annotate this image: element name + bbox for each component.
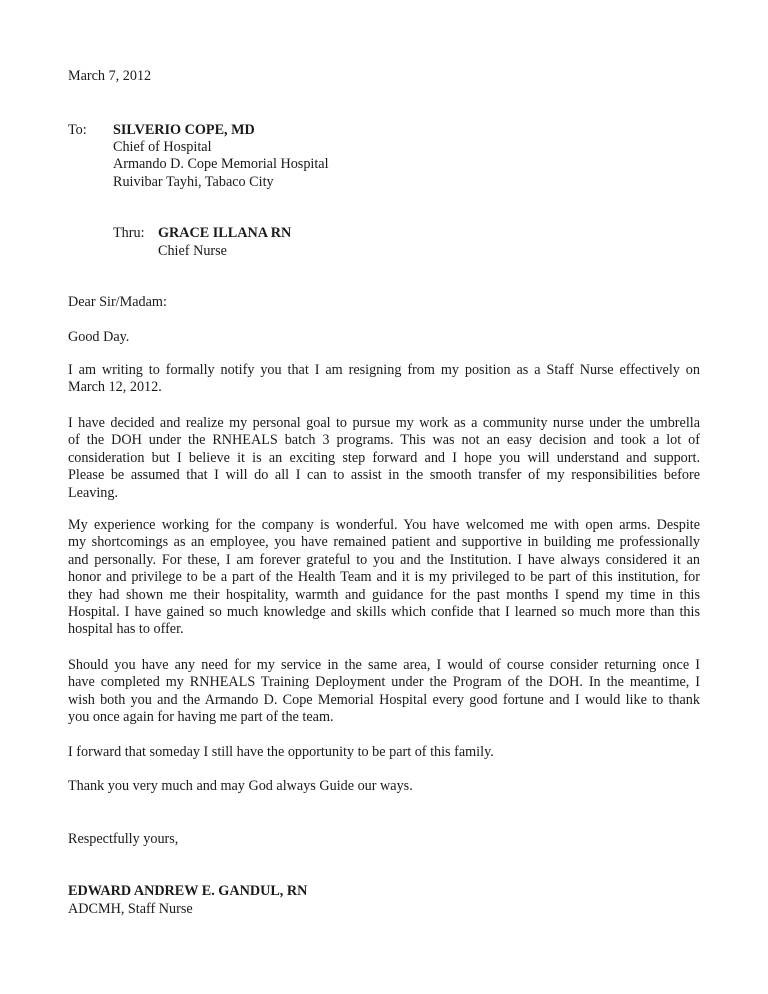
paragraph-resignation-notice [68,362,700,397]
paragraph-line: hospital has to offer. [68,621,184,638]
signatory-position: ADCMH, Staff Nurse [68,901,193,917]
signatory-name: EDWARD ANDREW E. GANDUL, RN [68,883,308,899]
paragraph-reason [68,415,700,502]
paragraph-line: wish both you and the Armando D. Cope Memorial Hospital every good fortune and I would like to thank [68,691,700,708]
paragraph-line: Please be assumed that I will do all I can to assist in the smooth transfer of my responsibilities before [68,467,700,484]
paragraph-line: you once again for having me part of the team. [68,709,334,726]
paragraph-line: and personally. For these, I am forever grateful to you and the Institution. I have always considered it an [68,551,700,568]
paragraph-line: I have decided and realize my personal goal to pursue my work as a community nurse under the umbrella [68,415,700,431]
paragraph-future-service [68,657,700,727]
paragraph-line: they had shown me their hospitality, warmth and guidance for the past months I spend my time in this [68,586,700,603]
paragraph-experience [68,517,700,639]
paragraph-line: consideration but I believe it is an exciting step forward and I hope you will understand and support. [68,449,700,466]
paragraph-hope [68,744,700,761]
recipient-org: Armando D. Cope Memorial Hospital [113,156,329,172]
paragraph-line: honor and privilege to be a part of the Health Team and it is my privileged to be part of this institution, for [68,569,700,586]
paragraph-line: have completed my RNHEALS Training Deployment under the Program of the DOH. In the meantime, I [68,674,700,691]
paragraph-line: March 12, 2012. [68,379,162,396]
paragraph-line: Thank you very much and may God always Guide our ways. [68,778,413,794]
closing: Respectfully yours, [68,831,179,847]
paragraph-line: Should you have any need for my service in the same area, I would of course consider returning once I [68,657,700,673]
paragraph-thanks [68,778,700,795]
thru-label: Thru: [113,225,145,241]
paragraph-line: I am writing to formally notify you that I am resigning from my position as a Staff Nurse effectively on [68,362,700,378]
thru-name: GRACE ILLANA RN [158,225,292,241]
letter-date: March 7, 2012 [68,68,152,84]
salutation: Dear Sir/Madam: [68,294,167,310]
recipient-address: Ruivibar Tayhi, Tabaco City [113,174,274,190]
recipient-name: SILVERIO COPE, MD [113,122,255,138]
paragraph-line: Leaving. [68,484,119,501]
to-label: To: [68,122,87,138]
thru-title: Chief Nurse [158,243,227,259]
paragraph-line: of the DOH under the RNHEALS batch 3 programs. This was not an easy decision and took a lot of [68,432,700,449]
paragraph-line: my shortcomings as an employee, you have remained patient and supportive in building me professionally [68,534,700,551]
greeting: Good Day. [68,329,130,345]
recipient-title: Chief of Hospital [113,139,212,155]
paragraph-line: My experience working for the company is wonderful. You have welcomed me with open arms. Despite [68,517,700,533]
paragraph-line: I forward that someday I still have the opportunity to be part of this family. [68,744,494,760]
paragraph-line: Hospital. I have gained so much knowledge and skills which confide that I learned so much more than this [68,604,700,621]
